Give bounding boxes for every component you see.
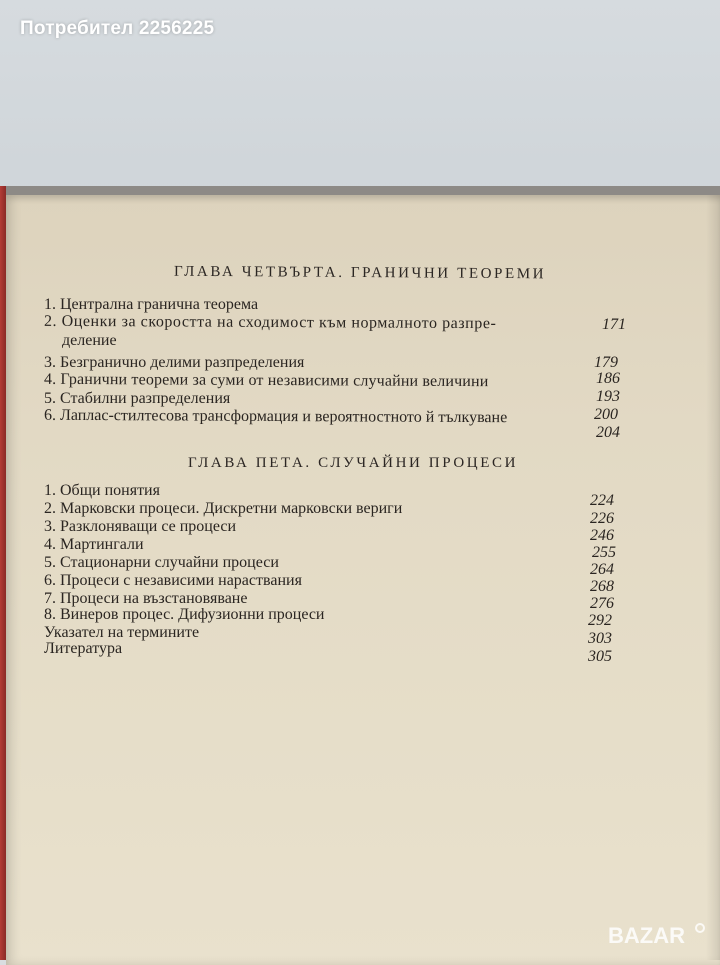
- toc-entry: 1. Централна гранична теорема: [44, 296, 259, 313]
- page-number: 303: [588, 630, 612, 647]
- page-number: 246: [590, 527, 614, 544]
- page-number: 204: [596, 424, 620, 441]
- toc-entry: 4. Мартингали: [44, 536, 144, 553]
- page-number: 292: [588, 612, 612, 629]
- toc-entry: Указател на термините: [44, 624, 200, 641]
- page-number: 193: [596, 388, 620, 405]
- page-number: 200: [594, 406, 618, 423]
- page-number: 268: [590, 578, 614, 595]
- page-number: 224: [590, 492, 614, 509]
- page-number: 255: [592, 544, 616, 561]
- page-number: 171: [602, 316, 626, 333]
- page-number: 226: [590, 510, 614, 527]
- chapter-4-title: ГЛАВА ЧЕТВЪРТА. ГРАНИЧНИ ТЕОРЕМИ: [173, 263, 547, 283]
- toc-entry: 4. Гранични теореми за суми от независими случайни величини: [43, 370, 489, 391]
- page-number: 264: [590, 561, 614, 578]
- toc-entry: 5. Стационарни случайни процеси: [44, 554, 279, 571]
- page-number: 186: [596, 370, 620, 387]
- toc-entry: деление: [62, 332, 117, 349]
- toc-entry: 2. Оценки за скоростта на сходимост към нормалното разпре-: [43, 312, 497, 333]
- toc-entry: 5. Стабилни разпределения: [44, 390, 231, 407]
- user-watermark: Потребител 2256225: [20, 18, 215, 39]
- toc-entry: 7. Процеси на възстановяване: [44, 590, 248, 607]
- bazar-logo-text: BAZAR: [608, 923, 685, 948]
- chapter-5-title: ГЛАВА ПЕТА. СЛУЧАЙНИ ПРОЦЕСИ: [188, 455, 519, 471]
- toc-entry: 8. Винеров процес. Дифузионни процеси: [44, 606, 325, 623]
- bazar-logo: [604, 916, 714, 952]
- toc-entry: 6. Процеси с независими нараствания: [44, 572, 302, 589]
- toc-entry: 3. Разклоняващи се процеси: [44, 518, 237, 535]
- toc-entry: Литература: [44, 640, 123, 657]
- page-number: 276: [590, 595, 614, 612]
- page-number: 179: [594, 354, 618, 371]
- toc-entry: 2. Марковски процеси. Дискретни марковски вериги: [44, 500, 403, 517]
- page-number: 305: [588, 648, 612, 665]
- bazar-logo-icon: [604, 916, 714, 952]
- toc-entry: 3. Безгранично делими разпределения: [44, 354, 305, 371]
- toc-entry: 6. Лаплас-стилтесова трансформация и вероятностното й тълкуване: [43, 406, 508, 427]
- toc-entry: 1. Общи понятия: [44, 482, 160, 499]
